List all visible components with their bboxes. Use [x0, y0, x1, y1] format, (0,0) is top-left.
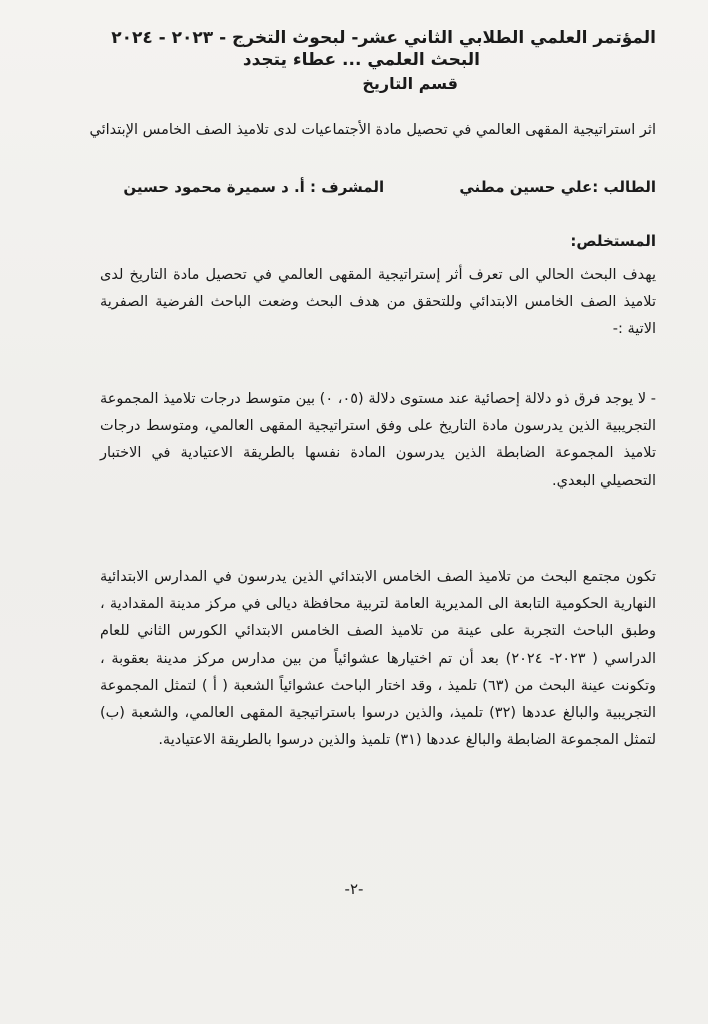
research-title: اثر استراتيجية المقهى العالمي في تحصيل مادة الأجتماعيات لدى تلاميذ الصف الخامس الإبتدائي	[89, 122, 656, 138]
abstract-paragraph-aim: يهدف البحث الحالي الى تعرف أثر إستراتيجية المقهى العالمي في تحصيل مادة التاريخ لدى تلاميذ الصف الخامس الابتدائي وللتحقق من هدف البحث وضعت الباحث الفرضية الصفرية الاتية :-	[100, 267, 656, 338]
supervisor-name: المشرف : أ. د سميرة محمود حسين	[123, 178, 385, 196]
conference-slogan: البحث العلمي ... عطاء يتجدد	[242, 50, 480, 70]
department-name: قسم التاريخ	[362, 74, 458, 93]
page-number: -٢-	[344, 880, 364, 898]
student-name: الطالب :علي حسين مطني	[459, 178, 656, 196]
abstract-paragraph-sample: تكون مجتمع البحث من تلاميذ الصف الخامس الابتدائي الذين يدرسون في المدارس الابتدائية النهارية الحكومية التابعة الى المديرية العامة لتربية محافظة ديالى في مركز مدينة المقدادية ، وطبق الباحث التجربة على عينة من تلاميذ الصف الخامس الابتدائي الكورس الثاني للعام الدراسي ( ٢٠٢٣- ٢٠٢٤) بعد أن تم اختيارها عشوائياً من بين مدارس مركز مدينة بعقوبة ، وتكونت عينة البحث من (٦٣) تلميذ ، وقد اختار الباحث عشوائياً الشعبة ( أ ) لتمثل المجموعة التجريبية والبالغ عددها (٣٢) تلميذ، والذين درسوا باستراتيجية المقهى العالمي، والشعبة (ب) لتمثل المجموعة الضابطة والبالغ عددها (٣١) تلميذ والذين درسوا بالطريقة الاعتيادية.	[100, 569, 657, 749]
author-line	[123, 178, 656, 196]
conference-title: المؤتمر العلمي الطلابي الثاني عشر- لبحوث التخرج - ٢٠٢٣ - ٢٠٢٤	[111, 28, 656, 48]
abstract-paragraph-hypothesis: - لا يوجد فرق ذو دلالة إحصائية عند مستوى دلالة (٠٥، ٠) بين متوسط درجات تلاميذ المجموعة التجريبية الذين يدرسون مادة التاريخ على وفق استراتيجية المقهى العالمي، ومتوسط درجات تلاميذ المجموعة الضابطة الذين يدرسون المادة نفسها بالطريقة الاعتيادية في الاختبار التحصيلي البعدي.	[100, 391, 657, 489]
abstract-heading: المستخلص:	[570, 232, 656, 250]
